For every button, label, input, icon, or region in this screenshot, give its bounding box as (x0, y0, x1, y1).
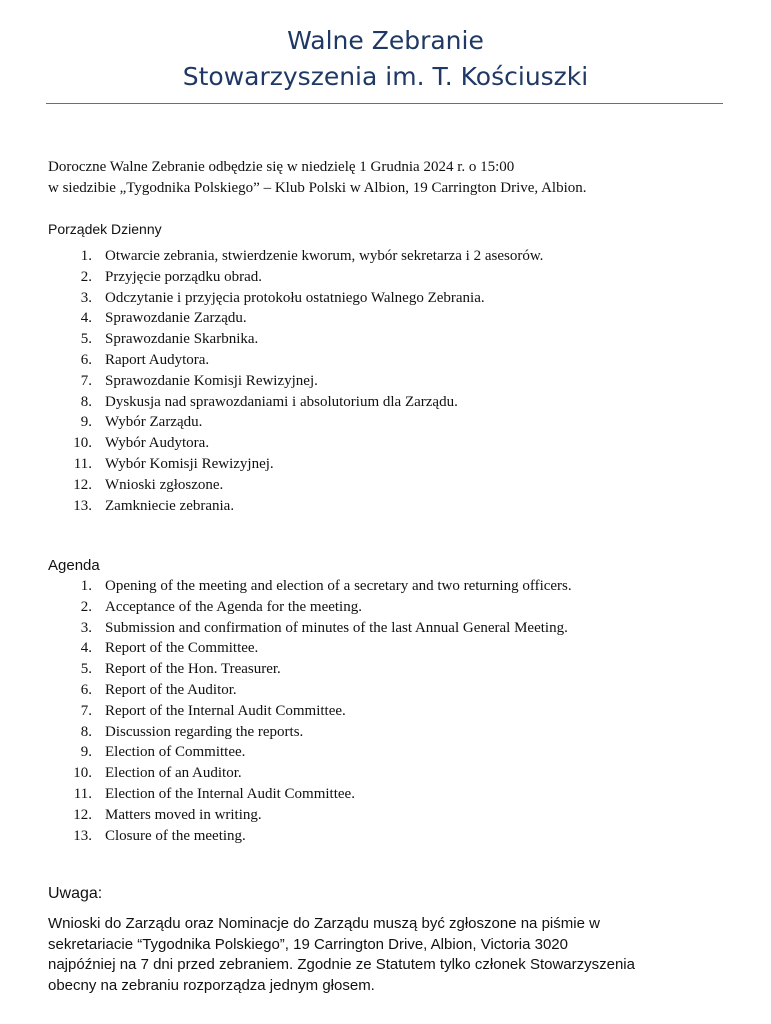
document-title: Walne Zebranie (287, 26, 484, 55)
agenda-item-number: 6. (80, 681, 92, 698)
agenda-item-number: 8. (80, 723, 92, 740)
agenda-item-text: Report of the Auditor. (105, 681, 237, 698)
agenda-item-text: Acceptance of the Agenda for the meeting. (105, 598, 362, 615)
note-line: obecny na zebraniu rozporządza jednym głosem. (48, 976, 375, 994)
agenda-item-text: Submission and confirmation of minutes of the last Annual General Meeting. (105, 619, 568, 636)
agenda-item-number: 13. (73, 827, 92, 844)
document-subtitle: Stowarzyszenia im. T. Kościuszki (182, 62, 589, 91)
title-divider (46, 103, 723, 104)
agenda-item-text: Sprawozdanie Skarbnika. (105, 331, 259, 348)
note-line: sekretariacie “Tygodnika Polskiego”, 19 Carrington Drive, Albion, Victoria 3020 (48, 935, 568, 953)
agenda-item-text: Otwarcie zebrania, stwierdzenie kworum, wybór sekretarza i 2 asesorów. (105, 248, 544, 264)
agenda-item-number: 13. (73, 497, 92, 514)
agenda-item-text: Przyjęcie porządku obrad. (105, 268, 263, 285)
agenda-item-text: Wybór Zarządu. (105, 414, 203, 431)
agenda-item-text: Discussion regarding the reports. (105, 723, 304, 740)
agenda-item-text: Election of an Auditor. (105, 765, 242, 782)
agenda-item-number: 11. (73, 785, 92, 802)
agenda-item-number: 12. (73, 806, 92, 823)
agenda-item-number: 11. (73, 455, 92, 472)
agenda-item-text: Sprawozdanie Zarządu. (105, 310, 247, 327)
intro-line: w siedzibie „Tygodnika Polskiego” – Klub Polski w Albion, 19 Carrington Drive, Albion. (48, 180, 587, 196)
intro-paragraph (48, 157, 587, 199)
agenda-item-text: Matters moved in writing. (105, 806, 262, 823)
agenda-item-text: Closure of the meeting. (105, 827, 246, 844)
intro-line: Doroczne Walne Zebranie odbędzie się w niedzielę 1 Grudnia 2024 r. o 15:00 (48, 159, 515, 175)
agenda-en-heading: Agenda (48, 557, 100, 574)
agenda-item-number: 3. (80, 619, 92, 636)
agenda-item-number: 4. (80, 310, 92, 327)
agenda-item-text: Raport Audytora. (105, 351, 210, 368)
agenda-item-text: Sprawozdanie Komisji Rewizyjnej. (105, 372, 318, 389)
agenda-item-number: 7. (80, 372, 92, 389)
agenda-item-number: 10. (73, 435, 92, 452)
agenda-item-number: 1. (80, 578, 92, 594)
agenda-item-text: Wnioski zgłoszone. (105, 476, 224, 493)
agenda-item-number: 6. (80, 351, 92, 368)
agenda-item-text: Election of the Internal Audit Committee. (105, 785, 355, 802)
agenda-pl-heading: Porządek Dzienny (48, 221, 162, 237)
agenda-item-text: Dyskusja nad sprawozdaniami i absolutorium dla Zarządu. (105, 393, 458, 410)
agenda-item-number: 5. (80, 661, 92, 678)
agenda-item-number: 1. (80, 248, 92, 264)
agenda-item-number: 2. (80, 268, 92, 285)
agenda-item-text: Report of the Internal Audit Committee. (105, 702, 346, 719)
agenda-item-number: 9. (80, 744, 92, 761)
agenda-item-text: Zamkniecie zebrania. (105, 497, 235, 514)
note-line: Wnioski do Zarządu oraz Nominacje do Zarządu muszą być zgłoszone na piśmie w (48, 915, 600, 932)
agenda-item-text: Report of the Hon. Treasurer. (105, 661, 281, 678)
agenda-item-number: 5. (80, 331, 92, 348)
note-heading: Uwaga: (48, 885, 103, 902)
agenda-item-text: Opening of the meeting and election of a secretary and two returning officers. (105, 578, 572, 594)
agenda-item-number: 7. (80, 702, 92, 719)
agenda-item-number: 4. (80, 640, 92, 657)
agenda-item-text: Election of Committee. (105, 744, 246, 761)
agenda-item-number: 8. (80, 393, 92, 410)
note-line: najpóźniej na 7 dni przed zebraniem. Zgodnie ze Statutem tylko członek Stowarzyszenia (48, 956, 635, 973)
agenda-item-number: 2. (80, 598, 92, 615)
agenda-item-number: 12. (73, 476, 92, 493)
agenda-item-number: 3. (80, 289, 92, 306)
agenda-item-text: Wybór Komisji Rewizyjnej. (105, 455, 274, 472)
agenda-item-text: Odczytanie i przyjęcia protokołu ostatniego Walnego Zebrania. (105, 289, 485, 306)
agenda-item-number: 10. (73, 765, 92, 782)
note-paragraph (48, 914, 738, 996)
agenda-item-number: 9. (80, 414, 92, 431)
agenda-item-text: Report of the Committee. (105, 640, 259, 657)
agenda-item-text: Wybór Audytora. (105, 435, 210, 452)
